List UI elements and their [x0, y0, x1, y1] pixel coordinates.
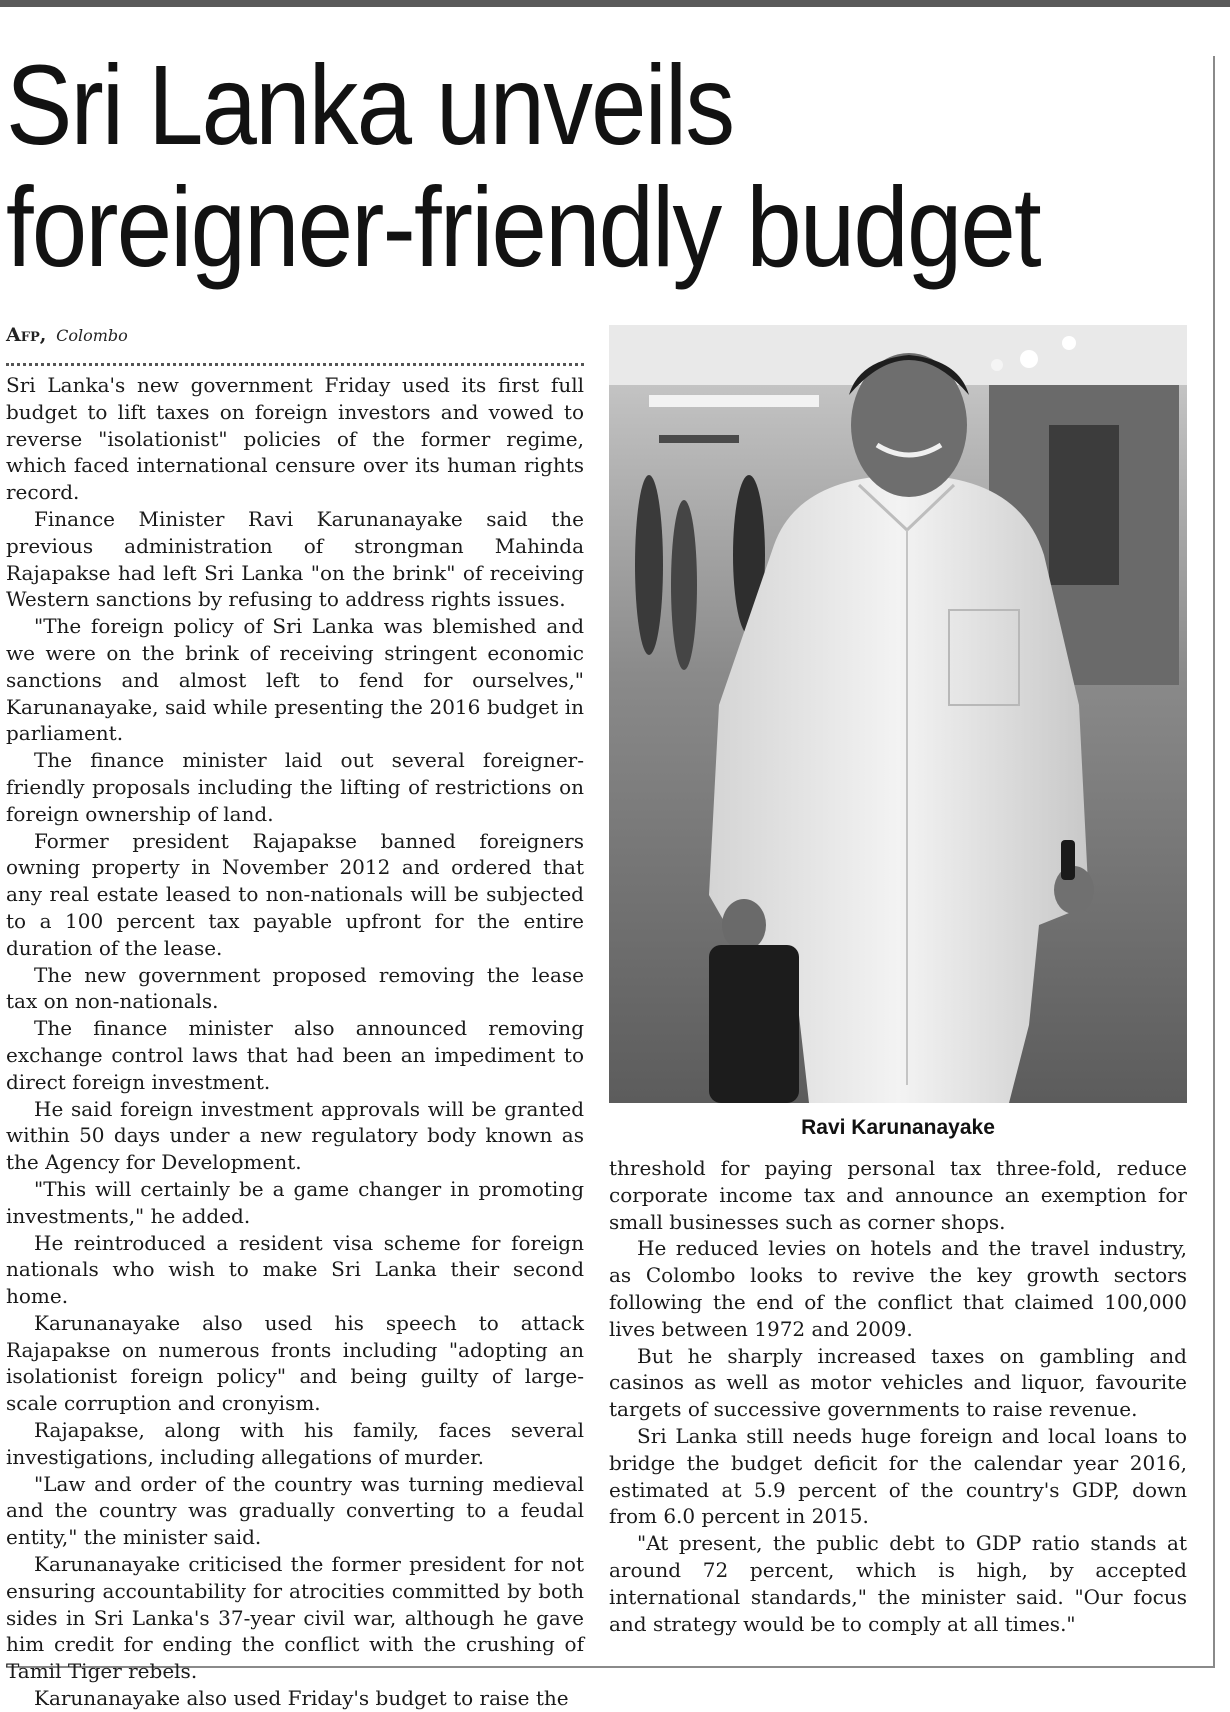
paragraph: Former president Rajapakse banned foreigners owning property in November 2012 and ordered that any real estate leased to non-nationals will be subjected to a 100 percent tax payable upfront for the entire duration of the lease. — [6, 828, 584, 960]
paragraph: "This will certainly be a game changer in promoting investments," he added. — [6, 1176, 584, 1228]
article-column-1 — [6, 372, 584, 1712]
paragraph: "At present, the public debt to GDP ratio stands at around 72 percent, which is high, by accepted international standards," the minister said. "Our focus and strategy would be to comply at all times." — [609, 1531, 1187, 1636]
portrait-photo — [609, 325, 1187, 1103]
paragraph: Sri Lanka's new government Friday used its first full budget to lift taxes on foreign investors and vowed to reverse "isolationist" policies of the former regime, which faced international censure over its human rights record. — [6, 373, 584, 505]
paragraph: Karunanayake also used his speech to attack Rajapakse on numerous fronts including "adopting an isolationist foreign policy" and being guilty of large-scale corruption and cronyism. — [6, 1310, 584, 1416]
headline: Sri Lanka unveils foreigner-friendly budget — [6, 42, 1040, 290]
right-column-rule — [1213, 56, 1215, 1666]
dotted-rule — [6, 363, 584, 366]
paragraph: Karunanayake also used Friday's budget to raise the — [34, 1686, 569, 1711]
photo-caption: Ravi Karunanayake — [801, 1116, 995, 1139]
paragraph: The finance minister also announced removing exchange control laws that had been an impediment to direct foreign investment. — [6, 1016, 584, 1094]
paragraph: threshold for paying personal tax three-fold, reduce corporate income tax and announce an exemption for small businesses such as corner shops. — [609, 1156, 1187, 1234]
paragraph: Karunanayake criticised the former president for not ensuring accountability for atrocities committed by both sides in Sri Lanka's 37-year civil war, although he gave him credit for ending the conflict with the crushing of Tamil Tiger rebels. — [6, 1552, 584, 1684]
paragraph: He said foreign investment approvals will be granted within 50 days under a new regulatory body known as the Agency for Development. — [6, 1096, 584, 1175]
paragraph: But he sharply increased taxes on gambling and casinos as well as motor vehicles and liquor, favourite targets of successive governments to raise revenue. — [609, 1343, 1187, 1422]
paragraph: Rajapakse, along with his family, faces several investigations, including allegations of murder. — [6, 1418, 584, 1469]
portrait-illustration — [609, 325, 1187, 1103]
byline — [6, 324, 128, 346]
paragraph: Sri Lanka still needs huge foreign and local loans to bridge the budget deficit for the calendar year 2016, estimated at 5.9 percent of the country's GDP, down from 6.0 percent in 2015. — [609, 1423, 1187, 1529]
byline-place: Colombo — [56, 326, 128, 345]
paragraph: The finance minister laid out several foreigner-friendly proposals including the lifting of restrictions on foreign ownership of land. — [6, 748, 584, 826]
paragraph: The new government proposed removing the lease tax on non-nationals. — [6, 962, 584, 1014]
paragraph: Finance Minister Ravi Karunanayake said the previous administration of strongman Mahinda Rajapakse had left Sri Lanka "on the brink" of receiving Western sanctions by refusing to address rights issues. — [6, 506, 584, 612]
article-column-2 — [609, 1155, 1187, 1637]
paragraph: He reduced levies on hotels and the travel industry, as Colombo looks to revive the key growth sectors following the end of the conflict that claimed 100,000 lives between 1972 and 2009. — [609, 1236, 1187, 1341]
top-border — [0, 0, 1230, 7]
paragraph: He reintroduced a resident visa scheme for foreign nationals who wish to make Sri Lanka their second home. — [6, 1230, 584, 1309]
byline-agency: Afp, — [6, 324, 47, 346]
paragraph: "The foreign policy of Sri Lanka was blemished and we were on the brink of receiving stringent economic sanctions and almost left to fend for ourselves," Karunanayake, said while presenting the 2016 budget in parliament. — [6, 614, 584, 746]
paragraph: "Law and order of the country was turning medieval and the country was gradually converting to a feudal entity," the minister said. — [6, 1471, 584, 1550]
